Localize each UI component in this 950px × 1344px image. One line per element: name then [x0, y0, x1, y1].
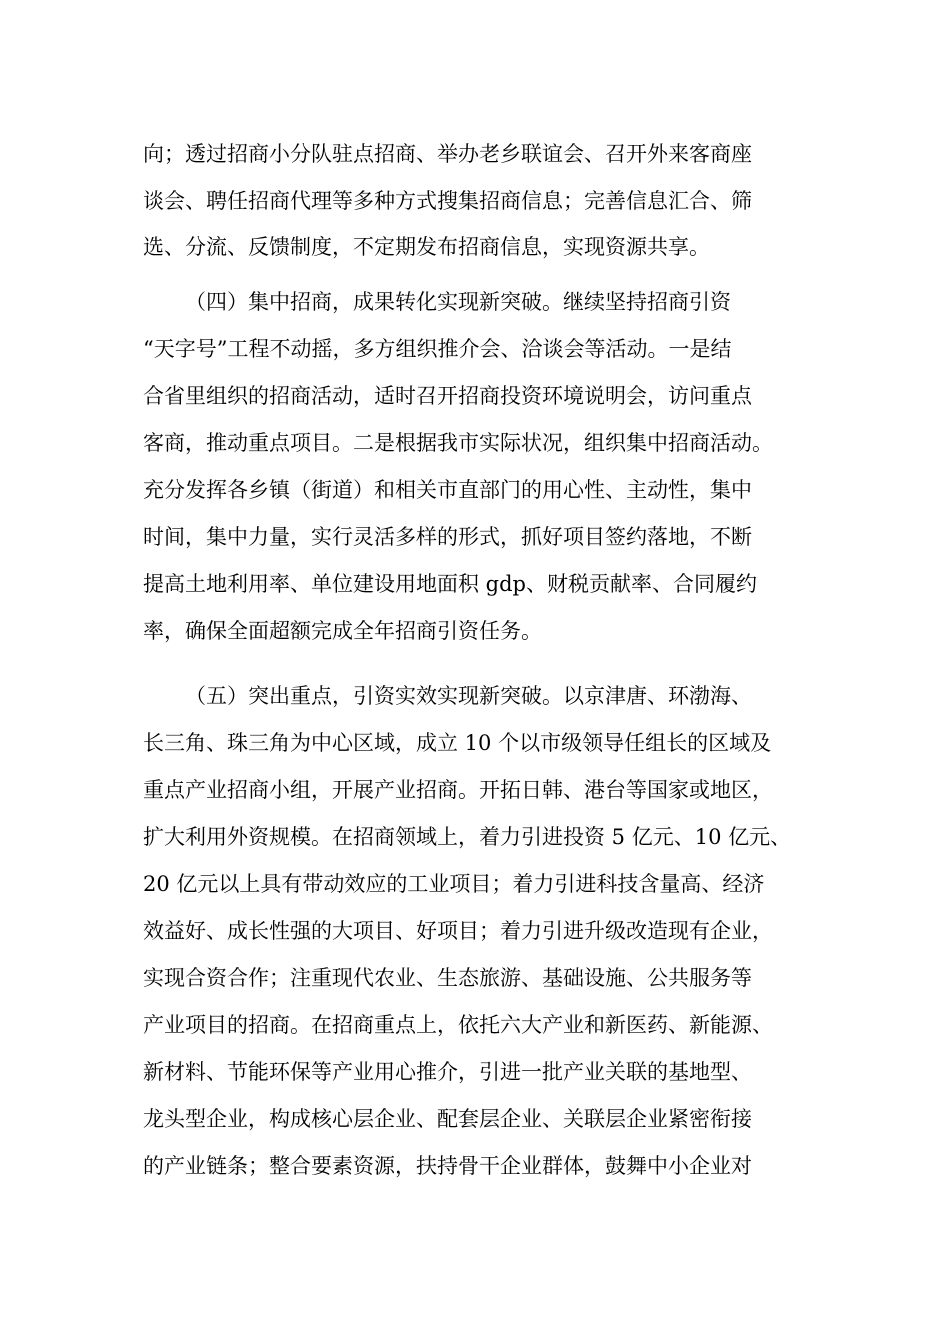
- text-line: 扩大利用外资规模。在招商领域上，着力引进投资 5 亿元、10 亿元、: [143, 825, 792, 849]
- text-line: 长三角、珠三角为中心区域，成立 10 个以市级领导任组长的区域及: [143, 731, 772, 755]
- text-line: 率，确保全面超额完成全年招商引资任务。: [143, 619, 542, 643]
- text-line: 重点产业招商小组，开展产业招商。开拓日韩、港台等国家或地区，: [143, 778, 773, 802]
- text-line: 时间，集中力量，实行灵活多样的形式，抓好项目签约落地，不断: [143, 525, 752, 549]
- text-line: 向；透过招商小分队驻点招商、举办老乡联谊会、召开外来客商座: [143, 142, 752, 166]
- text-line: 实现合资合作；注重现代农业、生态旅游、基础设施、公共服务等: [143, 966, 752, 990]
- text-line: 充分发挥各乡镇（街道）和相关市直部门的用心性、主动性，集中: [143, 478, 752, 502]
- text-line: 谈会、聘任招商代理等多种方式搜集招商信息；完善信息汇合、筛: [143, 189, 752, 213]
- text-line: （五）突出重点，引资实效实现新突破。以京津唐、环渤海、: [185, 684, 752, 708]
- text-line: 的产业链条；整合要素资源，扶持骨干企业群体，鼓舞中小企业对: [143, 1154, 752, 1178]
- text-line: 提高土地利用率、单位建设用地面积 gdp、财税贡献率、合同履约: [143, 572, 758, 596]
- text-line: （四）集中招商，成果转化实现新突破。继续坚持招商引资: [185, 290, 731, 314]
- text-line: 选、分流、反馈制度，不定期发布招商信息，实现资源共享。: [143, 235, 710, 259]
- text-line: 产业项目的招商。在招商重点上，依托六大产业和新医药、新能源、: [143, 1013, 773, 1037]
- text-line: 合省里组织的招商活动，适时召开招商投资环境说明会，访问重点: [143, 384, 752, 408]
- text-line: 客商，推动重点项目。二是根据我市实际状况，组织集中招商活动。: [143, 431, 773, 455]
- text-line: 新材料、节能环保等产业用心推介，引进一批产业关联的基地型、: [143, 1060, 752, 1084]
- text-line: 效益好、成长性强的大项目、好项目；着力引进升级改造现有企业，: [143, 919, 773, 943]
- text-line: 龙头型企业，构成核心层企业、配套层企业、关联层企业紧密衔接: [143, 1107, 752, 1131]
- text-line: “天字号”工程不动摇，多方组织推介会、洽谈会等活动。一是结: [143, 337, 732, 361]
- text-line: 20 亿元以上具有带动效应的工业项目；着力引进科技含量高、经济: [143, 872, 765, 896]
